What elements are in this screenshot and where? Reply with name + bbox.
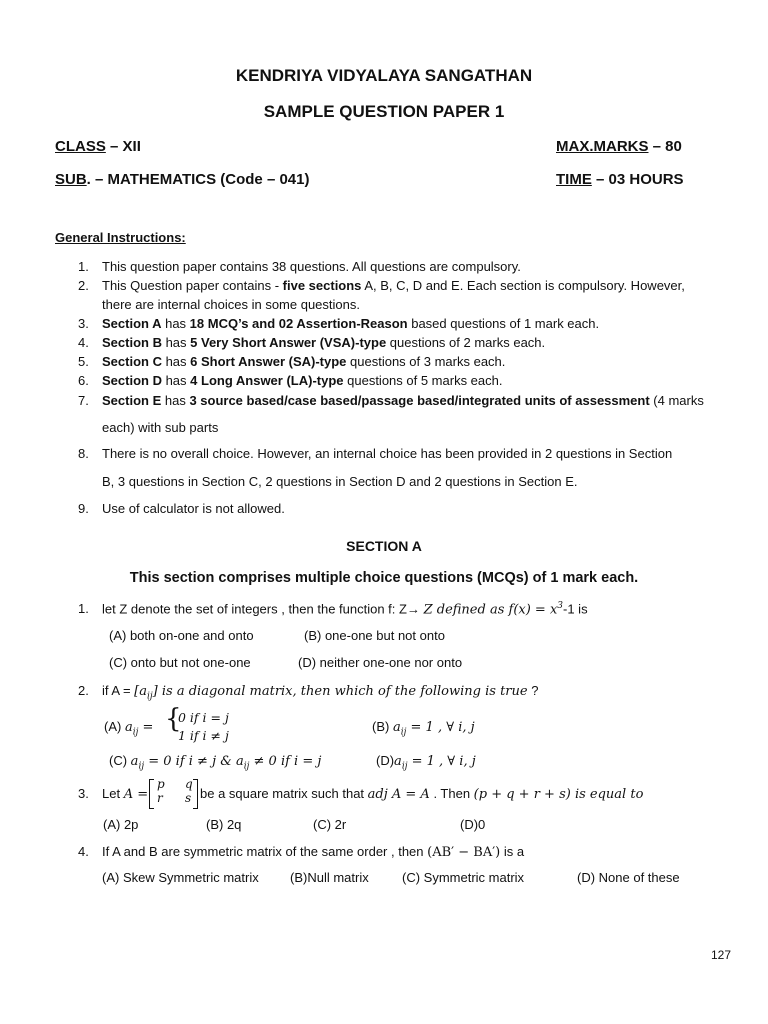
org-title: KENDRIYA VIDYALAYA SANGATHAN — [235, 66, 533, 85]
item-text: Section D has 4 Long Answer (LA)-type questions of 5 marks each. — [102, 373, 503, 388]
class-line — [55, 138, 141, 155]
matrix-cell: s — [185, 791, 192, 805]
brace-symbol: { — [165, 704, 182, 734]
marks-line — [556, 138, 682, 155]
time-label: TIME — [556, 171, 592, 188]
item-number: 1. — [78, 259, 89, 274]
option-a: (A) 2p — [103, 817, 139, 832]
option-b: (B)Null matrix — [290, 870, 369, 885]
item-text: each) with sub parts — [102, 420, 219, 435]
marks-label: MAX.MARKS — [556, 138, 649, 155]
item-text: This question paper contains 38 questions. All questions are compulsory. — [102, 259, 521, 274]
time-line — [556, 171, 684, 188]
item-text: Section A has 18 MCQ’s and 02 Assertion-Reason based questions of 1 mark each. — [102, 316, 600, 331]
question-text: let Z denote the set of integers , then the function f: Z→ Z defined as $f(x) = x^3-1$ is — [102, 601, 588, 618]
matrix-cell: q — [185, 777, 193, 791]
option-d: (D)0 — [460, 817, 486, 832]
item-number: 8. — [78, 446, 89, 461]
section-title: SECTION A — [346, 538, 422, 554]
option-a: (A) $a_{ij}$ = — [104, 719, 154, 738]
item-text: There is no overall choice. However, an internal choice has been provided in 2 questions in Section — [102, 446, 673, 461]
option-c: (C) 2r — [313, 817, 347, 832]
subject-line — [55, 171, 309, 188]
item-number: 4. — [78, 335, 89, 350]
item-number: 3. — [78, 316, 89, 331]
question-number: 2. — [78, 683, 89, 698]
case-line-1: 0 if i = j — [178, 710, 229, 725]
item-text: This Question paper contains - five sections A, B, C, D and E. Each section is compulsory. However, — [102, 278, 685, 293]
marks-value: – 80 — [648, 138, 682, 155]
instructions-title: General Instructions: — [55, 230, 186, 245]
item-text: Section E has 3 source based/case based/passage based/integrated units of assessment (4 marks — [102, 393, 704, 408]
matrix — [149, 779, 199, 809]
right-bracket — [193, 779, 198, 809]
matrix-cell: r — [157, 791, 163, 805]
question-number: 1. — [78, 601, 89, 616]
left-bracket — [149, 779, 154, 809]
subject-value: . – MATHEMATICS (Code – 041) — [86, 171, 310, 188]
class-value: – XII — [105, 138, 141, 155]
question-text-continued: be a square matrix such that adj A = A . Then (p + q + r + s) is equal to — [200, 786, 644, 802]
paper-title: SAMPLE QUESTION PAPER 1 — [263, 102, 505, 121]
question-number: 3. — [78, 786, 89, 801]
section-subtitle: This section comprises multiple choice questions (MCQs) of 1 mark each. — [129, 570, 639, 586]
time-value: – 03 HOURS — [591, 171, 684, 188]
question-text: Let A = — [102, 786, 149, 802]
question-text: if $A = [a_{ij}]$ is a diagonal matrix, then which of the following is true ? — [102, 683, 539, 702]
matrix-cell: p — [157, 777, 165, 791]
option-d: $(D)a_{ij} = 1$ , ∀ i, j — [376, 753, 476, 772]
case-line-2: 1 if i ≠ j — [178, 728, 229, 743]
item-text: Section C has 6 Short Answer (SA)-type questions of 3 marks each. — [102, 354, 506, 369]
item-number: 6. — [78, 373, 89, 388]
page-number: 127 — [711, 948, 732, 962]
item-text: there are internal choices in some questions. — [102, 297, 360, 312]
item-text: Section B has 5 Very Short Answer (VSA)-type questions of 2 marks each. — [102, 335, 546, 350]
option-b: (B) one-one but not onto — [304, 628, 445, 643]
item-number: 9. — [78, 501, 89, 516]
item-number: 7. — [78, 393, 89, 408]
subject-label: SUB — [55, 171, 87, 188]
option-a: (A) Skew Symmetric matrix — [102, 870, 259, 885]
class-label: CLASS — [55, 138, 106, 155]
option-c: (C) Symmetric matrix — [402, 870, 525, 885]
question-number: 4. — [78, 844, 89, 859]
option-d: (D) None of these — [577, 870, 680, 885]
item-text: B, 3 questions in Section C, 2 questions in Section D and 2 questions in Section E. — [102, 474, 578, 489]
item-number: 2. — [78, 278, 89, 293]
item-text: Use of calculator is not allowed. — [102, 501, 285, 516]
option-b: (B) $a_{ij} = 1$ , ∀ i, j — [372, 719, 475, 738]
item-number: 5. — [78, 354, 89, 369]
option-a: (A) both on-one and onto — [109, 628, 254, 643]
question-text: If A and B are symmetric matrix of the same order , then (AB′ − BA′) is a — [102, 844, 525, 860]
option-c: (C) $a_{ij} = 0$ if i ≠ j & $a_{ij} \ne 0$ if i = j — [109, 753, 322, 772]
option-c: (C) onto but not one-one — [109, 655, 251, 670]
option-b: (B) 2q — [206, 817, 242, 832]
option-d: (D) neither one-one nor onto — [298, 655, 463, 670]
